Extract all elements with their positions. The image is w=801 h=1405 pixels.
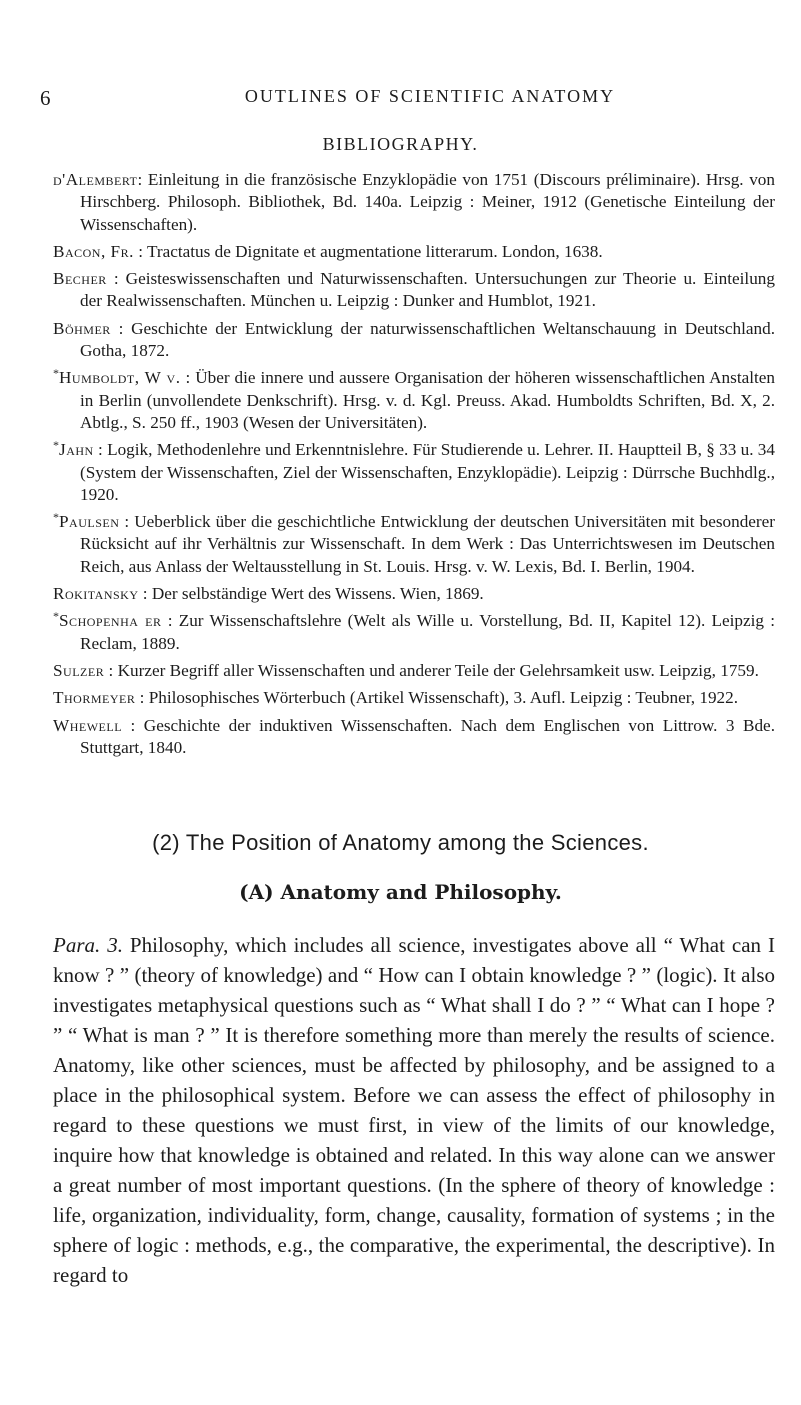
bibliography-entry bbox=[53, 578, 775, 605]
entry-mark: * bbox=[53, 438, 59, 453]
bibliography-entry bbox=[53, 605, 775, 655]
bibliography-entry bbox=[53, 710, 775, 760]
bibliography-entry bbox=[53, 263, 775, 313]
subsection-heading: (A) Anatomy and Philosophy. bbox=[239, 880, 562, 904]
entry-author: Rokitansky bbox=[53, 584, 139, 604]
entry-text: : Über die innere und aussere Organisation der höheren wissenschaftlichen Anstalten in Berlin (unvollendete Denkschrift). Hrsg. v. d. Kgl. Preuss. Akad. Humboldts Schriften, Bd. X, 2. Abtlg., S. 250 ff., 1903 (Wesen der Universitäten). bbox=[80, 368, 775, 432]
page-number: 6 bbox=[40, 86, 51, 110]
paragraph-text: Philosophy, which includes all science, investigates above all “ What can I know ? ” (theory of knowledge) and “ How can I obtain knowledge ? ” (logic). It also investigates metaphysical questions such as “ What shall I do ? ” “ What can I hope ? ” “ What is man ? ” It is therefore something more than merely the results of science. Anatomy, like other sciences, must be affected by philosophy, and be assigned to a place in the philosophical system. Before we can assess the effect of philosophy in regard to these questions we must first, in view of the limits of our knowledge, inquire how that knowledge is obtained and related. In this way alone can we answer a great number of most important questions. (In the sphere of theory of knowledge : life, organization, individuality, form, change, causality, formation of systems ; in the sphere of logic : methods, e.g., the comparative, the experimental, the descriptive). In regard to bbox=[53, 933, 776, 1287]
bibliography-entry bbox=[53, 236, 775, 263]
entry-text: : Geisteswissenschaften und Naturwissenschaften. Untersuchungen zur Theorie u. Einteilung der Realwissenschaften. München u. Leipzig : Dunker and Humblot, 1921. bbox=[80, 269, 775, 311]
body-paragraph bbox=[53, 930, 775, 1290]
entry-text: : Logik, Methodenlehre und Erkenntnislehre. Für Studierende u. Lehrer. II. Hauptteil B, § 33 u. 34 (System der Wissenschaften, Ziel der Wissenschaften, Enzyklopädie). Leipzig : Dürrsche Buchhdlg., 1920. bbox=[80, 440, 775, 504]
entry-mark: * bbox=[53, 609, 59, 624]
bibliography-heading: BIBLIOGRAPHY. bbox=[322, 134, 479, 154]
entry-text: : Geschichte der Entwicklung der naturwissenschaftlichen Weltanschauung in Deutschland. Gotha, 1872. bbox=[80, 318, 775, 361]
bibliography-entry bbox=[53, 682, 775, 709]
bibliography-entry bbox=[53, 362, 775, 434]
entry-author: d'Alembert bbox=[53, 170, 138, 189]
entry-author: Paulsen bbox=[59, 512, 120, 532]
bibliography-entry bbox=[53, 164, 775, 236]
bibliography-entry bbox=[53, 434, 775, 506]
running-head: OUTLINES OF SCIENTIFIC ANATOMY bbox=[244, 86, 616, 106]
entry-author: Bacon, Fr. bbox=[53, 241, 134, 261]
entry-text: : Zur Wissenschaftslehre (Welt als Wille u. Vorstellung, Bd. II, Kapitel 12). Leipzig : Reclam, 1889. bbox=[80, 611, 775, 653]
entry-mark: * bbox=[53, 366, 59, 381]
bibliography-entry bbox=[53, 506, 775, 578]
entry-text: : Philosophisches Wörterbuch (Artikel Wissenschaft), 3. Aufl. Leipzig : Teubner, 1922. bbox=[135, 688, 739, 708]
entry-text: : Einleitung in die französische Enzyklopädie von 1751 (Discours préliminaire). Hrsg. von Hirschberg. Philosoph. Bibliothek, Bd. 140a. Leipzig : Meiner, 1912 (Genetische Einteilung der Wissenschaften). bbox=[80, 170, 775, 234]
entry-author: Becher bbox=[53, 269, 107, 289]
entry-text: : Tractatus de Dignitate et augmentatione litterarum. London, 1638. bbox=[133, 241, 603, 261]
entry-text: : Geschichte der induktiven Wissenschaften. Nach dem Englischen von Littrow. 3 Bde. Stuttgart, 1840. bbox=[80, 715, 775, 757]
entry-author: Jahn bbox=[59, 440, 94, 460]
entry-author: Humboldt, W v. bbox=[59, 368, 181, 388]
section-heading: (2) The Position of Anatomy among the Sciences. bbox=[152, 830, 649, 855]
paragraph-label: Para. 3. bbox=[53, 933, 123, 957]
entry-mark: * bbox=[53, 510, 59, 525]
entry-author: Thormeyer bbox=[53, 688, 136, 708]
entry-text: : Kurzer Begriff aller Wissenschaften und anderer Teile der Gelehrsamkeit usw. Leipzig, 1759. bbox=[104, 660, 759, 680]
entry-text: : Ueberblick über die geschichtliche Entwicklung der deutschen Universitäten mit besonderer Rücksicht auf ihr Verhältnis zur Wissenschaft. In dem Werk : Das Unterrichtswesen im Deutschen Reich, aus Anlass der Weltausstellung in St. Louis. Hrsg. v. W. Lexis, Bd. I. Berlin, 1904. bbox=[80, 512, 775, 576]
bibliography-entry bbox=[53, 655, 775, 682]
bibliography-entry bbox=[53, 313, 775, 363]
bibliography-list bbox=[53, 164, 775, 759]
entry-author: Whewell bbox=[53, 715, 123, 735]
entry-text: : Der selbständige Wert des Wissens. Wien, 1869. bbox=[138, 584, 484, 604]
entry-author: Schopenha er bbox=[59, 611, 162, 631]
entry-author: Sulzer bbox=[53, 660, 105, 680]
entry-author: Böhmer bbox=[53, 318, 111, 338]
